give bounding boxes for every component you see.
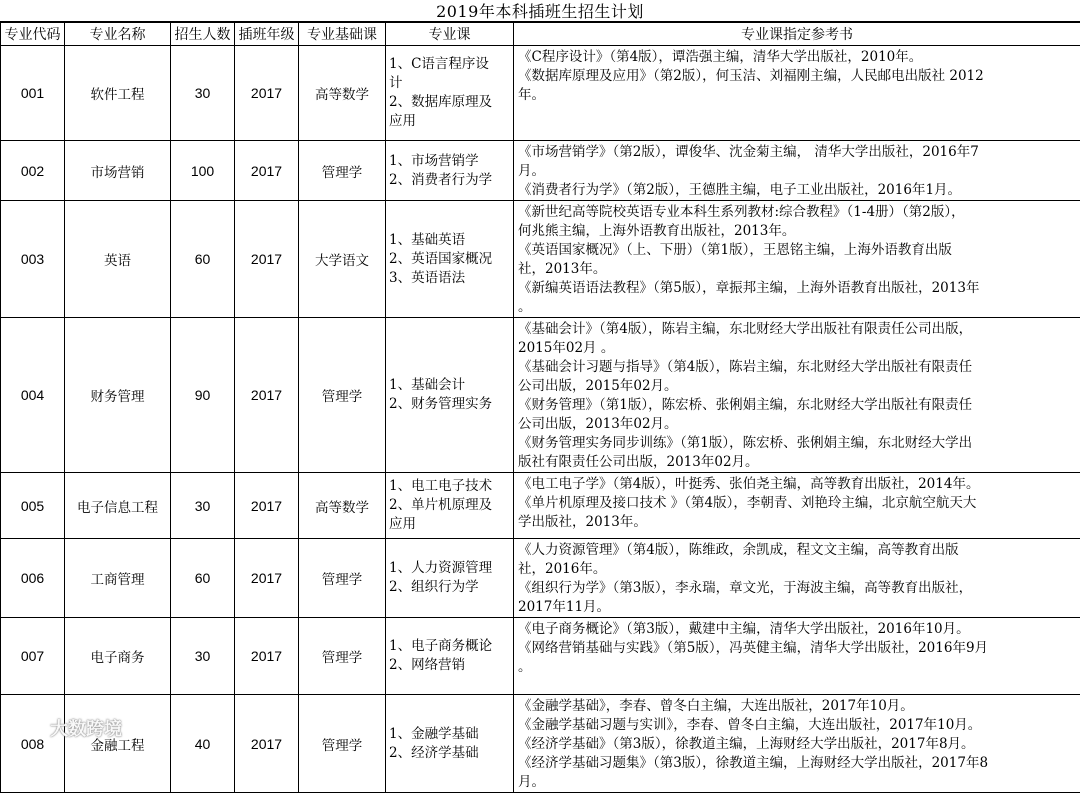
reference-book: 《新编英语语法教程》（第5版），章振邦主编，上海外语教育出版社，2013年 。 — [518, 279, 1078, 317]
major-courses-cell: 1、基础英语 2、英语国家概况 3、英语语法 — [386, 201, 514, 318]
grade-cell: 2017 — [235, 318, 299, 473]
quota-cell: 60 — [171, 539, 235, 618]
quota-cell: 30 — [171, 473, 235, 539]
enrollment-table — [0, 22, 1080, 793]
base-course-cell: 大学语文 — [299, 201, 386, 318]
reference-books-cell — [514, 318, 1080, 473]
reference-book: 《金融学基础习题与实训》，李春、曾冬白主编，大连出版社，2017年10月。 — [518, 716, 1078, 735]
major-code-cell: 006 — [1, 539, 65, 618]
major-name-cell: 工商管理 — [65, 539, 171, 618]
watermark — [6, 714, 122, 742]
quota-cell: 100 — [171, 141, 235, 201]
major-courses-cell: 1、C语言程序设 计 2、数据库原理及 应用 — [386, 46, 514, 141]
base-course-cell: 管理学 — [299, 318, 386, 473]
reference-books-cell — [514, 201, 1080, 318]
major-courses-cell: 1、市场营销学 2、消费者行为学 — [386, 141, 514, 201]
grade-cell: 2017 — [235, 473, 299, 539]
grade-cell: 2017 — [235, 201, 299, 318]
reference-books-cell — [514, 46, 1080, 141]
major-courses-cell: 1、基础会计 2、财务管理实务 — [386, 318, 514, 473]
table-row — [1, 539, 1080, 618]
reference-book: 《新世纪高等院校英语专业本科生系列教材:综合教程》（1-4册）（第2版）， 何兆熊主编，上海外语教育出版社，2013年。 — [518, 203, 1078, 241]
base-course-cell: 高等数学 — [299, 46, 386, 141]
table-row — [1, 473, 1080, 539]
table-row — [1, 618, 1080, 695]
major-name-cell: 英语 — [65, 201, 171, 318]
grade-cell: 2017 — [235, 539, 299, 618]
grade-cell: 2017 — [235, 141, 299, 201]
major-code-cell: 005 — [1, 473, 65, 539]
reference-book: 《单片机原理及接口技术 》（第4版），李朝青、刘艳玲主编，北京航空航天大 学出版社，2013年。 — [518, 494, 1078, 532]
reference-book: 《英语国家概况》（上、下册）（第1版），王恩铭主编，上海外语教育出版 社，2013年。 — [518, 241, 1078, 279]
reference-books-cell — [514, 695, 1080, 793]
reference-book: 《消费者行为学》（第2版），王德胜主编，电子工业出版社，2016年1月。 — [518, 181, 1078, 200]
chat-bubble-logo-icon — [6, 715, 46, 741]
page-title: 2019年本科插班生招生计划 — [0, 0, 1080, 22]
major-courses-cell: 1、电子商务概论 2、网络营销 — [386, 618, 514, 695]
reference-books-cell — [514, 618, 1080, 695]
table-row — [1, 46, 1080, 141]
reference-book: 《财务管理》（第1版），陈宏桥、张俐娟主编，东北财经大学出版社有限责任 公司出版，2013年02月。 — [518, 396, 1078, 434]
major-name-cell: 金融工程 — [65, 695, 171, 793]
reference-book: 《组织行为学》（第3版），李永瑞，章文光，于海波主编，高等教育出版社， 2017年11月。 — [518, 579, 1078, 617]
reference-book: 《基础会计》（第4版），陈岩主编，东北财经大学出版社有限责任公司出版， 2015年02月 。 — [518, 320, 1078, 358]
major-name-cell: 电子商务 — [65, 618, 171, 695]
major-name-cell: 财务管理 — [65, 318, 171, 473]
major-name-cell: 软件工程 — [65, 46, 171, 141]
major-courses-cell: 1、人力资源管理 2、组织行为学 — [386, 539, 514, 618]
quota-cell: 30 — [171, 46, 235, 141]
major-courses-cell: 1、电工电子技术 2、单片机原理及 应用 — [386, 473, 514, 539]
reference-book: 《市场营销学》（第2版），谭俊华、沈金菊主编， 清华大学出版社，2016年7 月。 — [518, 143, 1078, 181]
base-course-cell: 高等数学 — [299, 473, 386, 539]
header-base-course: 专业基础课 — [299, 23, 386, 46]
table-row — [1, 201, 1080, 318]
table-row — [1, 318, 1080, 473]
base-course-cell: 管理学 — [299, 695, 386, 793]
grade-cell: 2017 — [235, 46, 299, 141]
reference-book: 《人力资源管理》（第4版），陈维政，余凯成，程文文主编，高等教育出版 社，2016年。 — [518, 541, 1078, 579]
grade-cell: 2017 — [235, 695, 299, 793]
reference-books-cell — [514, 141, 1080, 201]
reference-books-cell — [514, 539, 1080, 618]
table-row — [1, 695, 1080, 793]
reference-book: 《财务管理实务同步训练》（第1版），陈宏桥、张俐娟主编，东北财经大学出 版社有限责任公司出版，2013年02月。 — [518, 434, 1078, 472]
major-code-cell: 002 — [1, 141, 65, 201]
reference-book: 《经济学基础》（第3版），徐教道主编，上海财经大学出版社，2017年8月。 — [518, 735, 1078, 754]
major-name-cell: 市场营销 — [65, 141, 171, 201]
header-major-name: 专业名称 — [65, 23, 171, 46]
major-code-cell: 004 — [1, 318, 65, 473]
table-header-row — [1, 23, 1080, 46]
major-code-cell: 007 — [1, 618, 65, 695]
header-major-code: 专业代码 — [1, 23, 65, 46]
reference-book: 《网络营销基础与实践》（第5版），冯英健主编，清华大学出版社，2016年9月 。 — [518, 639, 1078, 677]
header-major-courses: 专业课 — [386, 23, 514, 46]
reference-book: 《电工电子学》（第4版），叶挺秀、张伯尧主编，高等教育出版社，2014年。 — [518, 475, 1078, 494]
header-quota: 招生人数 — [171, 23, 235, 46]
reference-book: 《经济学基础习题集》（第3版），徐教道主编，上海财经大学出版社，2017年8 月。 — [518, 754, 1078, 792]
quota-cell: 30 — [171, 618, 235, 695]
reference-book: 《C程序设计》（第4版），谭浩强主编，清华大学出版社，2010年。 — [518, 48, 1078, 67]
base-course-cell: 管理学 — [299, 539, 386, 618]
major-code-cell: 001 — [1, 46, 65, 141]
quota-cell: 40 — [171, 695, 235, 793]
major-courses-cell: 1、金融学基础 2、经济学基础 — [386, 695, 514, 793]
reference-book: 《数据库原理及应用》（第2版），何玉洁、刘福刚主编，人民邮电出版社 2012 年。 — [518, 67, 1078, 105]
watermark-text: 大数跨境 — [50, 715, 122, 741]
major-name-cell: 电子信息工程 — [65, 473, 171, 539]
major-code-cell: 003 — [1, 201, 65, 318]
header-reference-books: 专业课指定参考书 — [514, 23, 1080, 46]
base-course-cell: 管理学 — [299, 141, 386, 201]
reference-books-cell — [514, 473, 1080, 539]
base-course-cell: 管理学 — [299, 618, 386, 695]
header-grade: 插班年级 — [235, 23, 299, 46]
reference-book: 《电子商务概论》（第3版），戴建中主编，清华大学出版社，2016年10月。 — [518, 620, 1078, 639]
table-row — [1, 141, 1080, 201]
grade-cell: 2017 — [235, 618, 299, 695]
reference-book: 《基础会计习题与指导》（第4版），陈岩主编，东北财经大学出版社有限责任 公司出版，2015年02月。 — [518, 358, 1078, 396]
quota-cell: 90 — [171, 318, 235, 473]
major-code-cell: 008 — [1, 695, 65, 793]
reference-book: 《金融学基础》，李春、曾冬白主编，大连出版社，2017年10月。 — [518, 697, 1078, 716]
quota-cell: 60 — [171, 201, 235, 318]
